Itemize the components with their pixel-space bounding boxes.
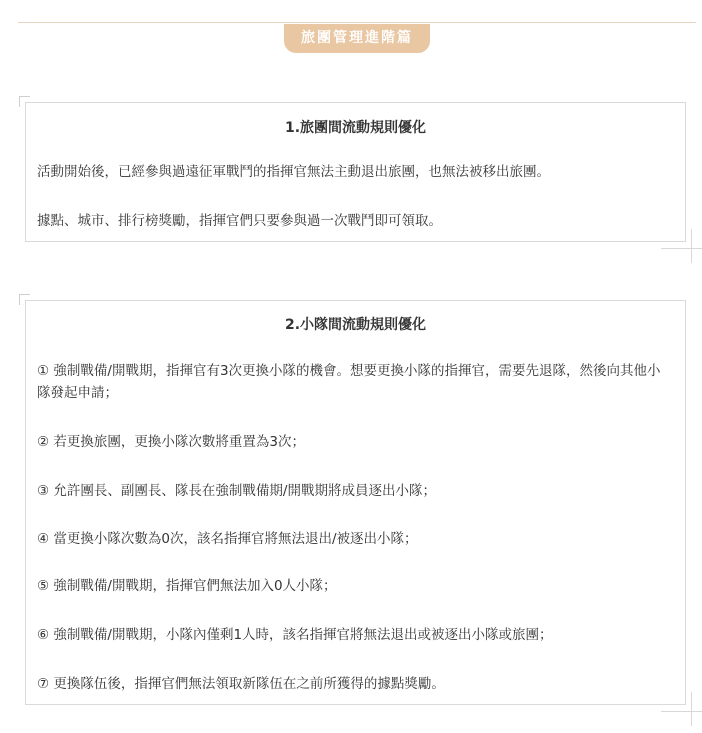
section2-rule-item: ① 強制戰備/開戰期，指揮官有3次更換小隊的機會。想要更換小隊的指揮官，需要先退隊，然後向其他小隊發起申請；: [37, 363, 661, 401]
section2-rule-item: ② 若更換旅團，更換小隊次數將重置為3次；: [37, 434, 305, 450]
header-divider-line: [18, 22, 696, 23]
section2-rule-item: ⑤ 強制戰備/開戰期，指揮官們無法加入0人小隊；: [37, 578, 337, 594]
section2-rule-item: ④ 當更換小隊次數為0次，該名指揮官將無法退出/被逐出小隊；: [37, 531, 418, 547]
corner-decoration-top-left: [19, 294, 30, 305]
section-header-badge: 旅團管理進階篇: [284, 24, 430, 53]
section2-box: [25, 300, 686, 705]
section1-box: [25, 102, 686, 242]
section2-rule-item: ⑥ 強制戰備/開戰期，小隊內僅剩1人時，該名指揮官將無法退出或被逐出小隊或旅團；: [37, 627, 553, 643]
section2-title: 2.小隊間流動規則優化: [284, 317, 427, 333]
corner-decoration-bottom-right: [661, 248, 702, 249]
corner-decoration-top-left: [19, 96, 30, 107]
corner-decoration-bottom-right-vertical: [691, 229, 692, 263]
corner-decoration-bottom-right: [661, 711, 702, 712]
section1-paragraph: 活動開始後，已經參與過遠征軍戰鬥的指揮官無法主動退出旅團，也無法被移出旅團。: [37, 164, 550, 180]
section1-paragraph: 據點、城市、排行榜獎勵，指揮官們只要參與過一次戰鬥即可領取。: [37, 213, 442, 229]
section2-rule-item: ③ 允許團長、副團長、隊長在強制戰備期/開戰期將成員逐出小隊；: [37, 483, 436, 499]
corner-decoration-bottom-right-vertical: [691, 692, 692, 726]
section2-rule-item: ⑦ 更換隊伍後，指揮官們無法領取新隊伍在之前所獲得的據點獎勵。: [37, 676, 445, 692]
section1-title: 1.旅團間流動規則優化: [284, 120, 427, 136]
